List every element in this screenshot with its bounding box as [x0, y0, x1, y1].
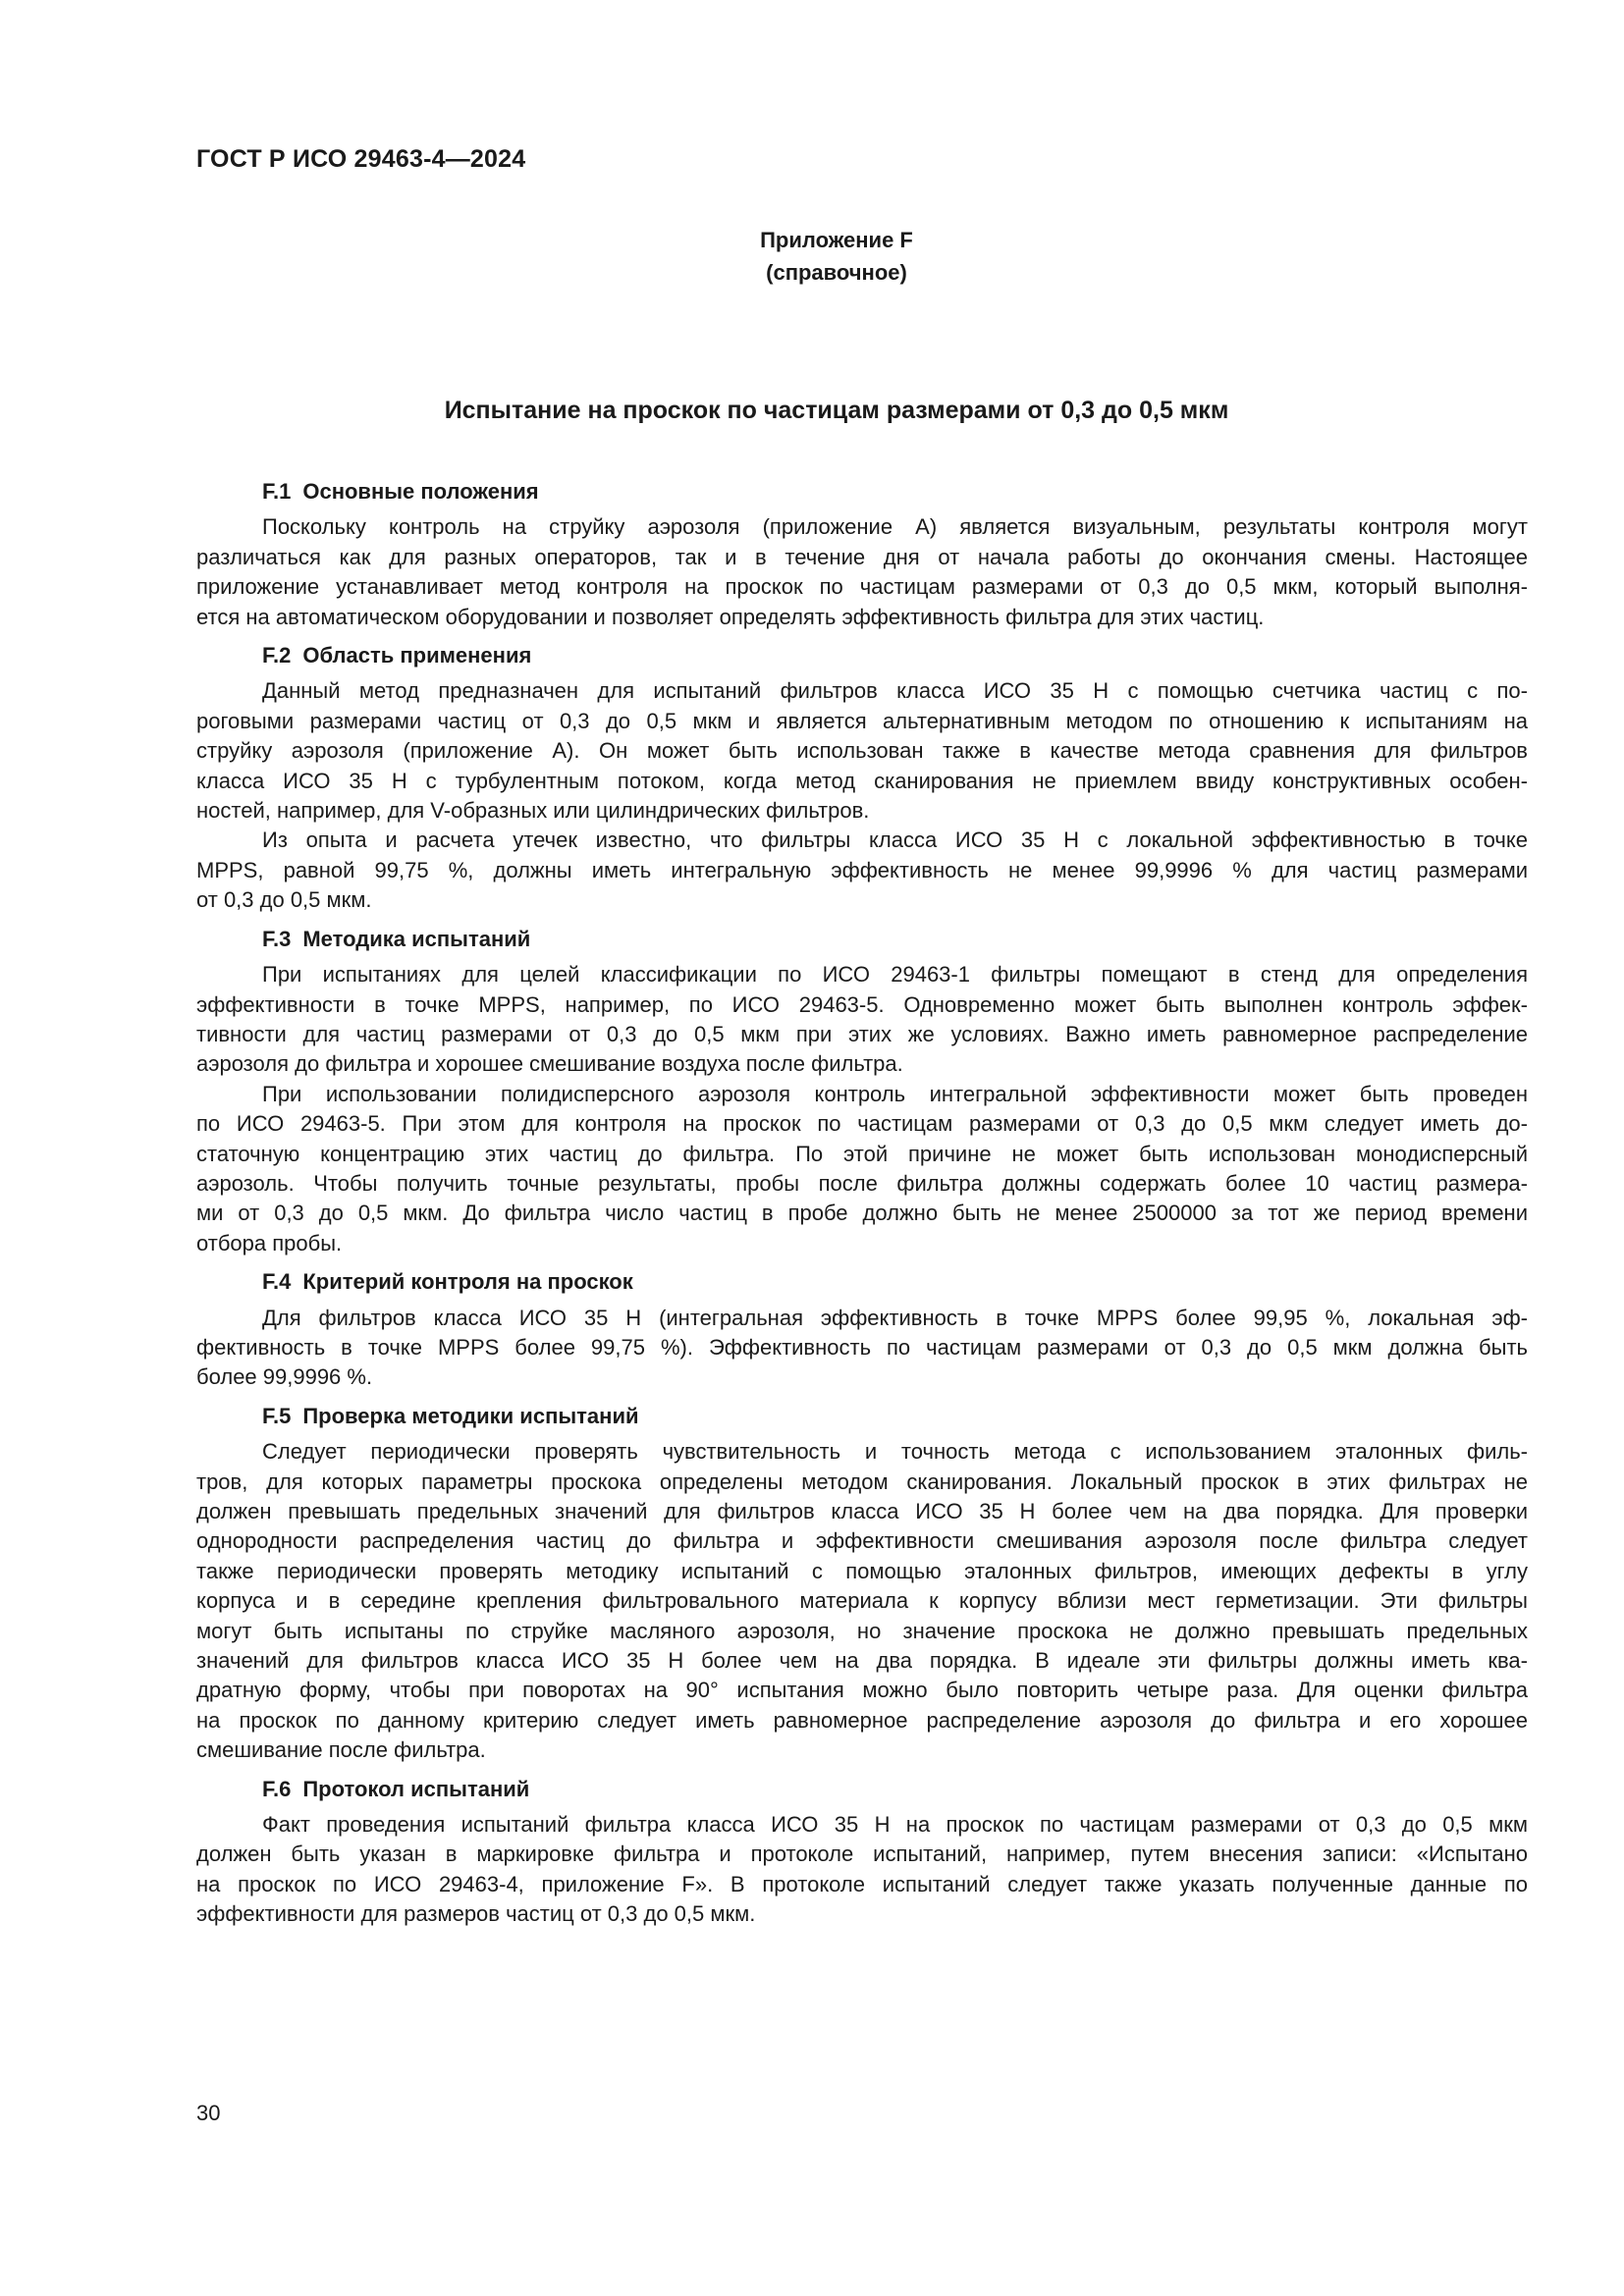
text-line: тивности для частиц размерами от 0,3 до 0,5 мкм при этих же условиях. Важно иметь равномерное распределение	[196, 1021, 1528, 1046]
section-heading	[262, 1775, 1528, 1804]
annex-label: Приложение F	[760, 228, 913, 252]
section-f-1	[196, 477, 1528, 632]
text-line: Из опыта и расчета утечек известно, что фильтры класса ИСО 35 Н с локальной эффективностью в точке	[262, 828, 1528, 853]
section-number: F.4	[262, 1269, 292, 1295]
text-line: могут быть испытаны по струйке масляного аэрозоля, но значение проскока не должно превышать предельных	[196, 1618, 1528, 1643]
section-heading-text: Область применения	[302, 643, 532, 668]
annex-heading	[0, 224, 1624, 289]
section-number: F.2	[262, 643, 292, 668]
paragraph	[196, 1810, 1528, 1930]
text-line: эффективности для размеров частиц от 0,3 до 0,5 мкм.	[196, 1901, 756, 1927]
annex-title	[0, 397, 1624, 425]
paragraph	[196, 1080, 1528, 1258]
text-line: Следует периодически проверять чувствительность и точность метода с использованием эталонных филь-	[262, 1439, 1528, 1465]
section-heading	[262, 1402, 1528, 1431]
text-line: значений для фильтров класса ИСО 35 Н более чем на два порядка. В идеале эти фильтры должны иметь ква-	[196, 1648, 1528, 1674]
section-heading-text: Методика испытаний	[302, 926, 531, 951]
paragraph	[196, 512, 1528, 632]
paragraph	[196, 1304, 1528, 1393]
text-line: ется на автоматическом оборудовании и позволяет определять эффективность фильтра для этих частиц.	[196, 604, 1265, 629]
text-line: ностей, например, для V-образных или цилиндрических фильтров.	[196, 798, 870, 824]
text-line: также периодически проверять методику испытаний с помощью эталонных фильтров, имеющих дефекты в углу	[196, 1558, 1528, 1583]
text-line: более 99,9996 %.	[196, 1364, 373, 1390]
text-line: аэрозоля до фильтра и хорошее смешивание воздуха после фильтра.	[196, 1051, 903, 1077]
text-line: дратную форму, чтобы при поворотах на 90° испытания можно было повторить четыре раза. Для оценки фильтра	[196, 1678, 1528, 1703]
annex-body	[196, 477, 1528, 1939]
paragraph	[196, 676, 1528, 826]
text-line: струйку аэрозоля (приложение А). Он может быть использован также в качестве метода сравнения для фильтров	[196, 738, 1528, 764]
text-line: Факт проведения испытаний фильтра класса ИСО 35 Н на проскок по частицам размерами от 0,3 до 0,5 мкм	[262, 1812, 1528, 1838]
annex-type: (справочное)	[766, 260, 907, 285]
text-line: корпуса и в середине крепления фильтровального материала к корпусу вблизи мест герметизации. Эти фильтры	[196, 1588, 1528, 1614]
text-line: аэрозоль. Чтобы получить точные результаты, пробы после фильтра должны содержать более 10 частиц размера-	[196, 1170, 1528, 1196]
text-line: фективность в точке MPPS более 99,75 %). Эффективность по частицам размерами от 0,3 до 0,5 мкм должна быть	[196, 1334, 1528, 1360]
document-code: ГОСТ Р ИСО 29463-4—2024	[196, 145, 526, 173]
text-line: ми от 0,3 до 0,5 мкм. До фильтра число частиц в пробе должно быть не менее 2500000 за тот же период времени	[196, 1201, 1528, 1226]
section-heading-text: Основные положения	[302, 479, 539, 504]
section-heading	[262, 925, 1528, 954]
text-line: Для фильтров класса ИСО 35 Н (интегральная эффективность в точке MPPS более 99,95 %, локальная эф-	[262, 1305, 1528, 1330]
text-line: должен превышать предельных значений для фильтров класса ИСО 35 Н более чем на два порядка. Для проверки	[196, 1499, 1528, 1523]
text-line: на проскок по данному критерию следует иметь равномерное распределение аэрозоля до фильтра и его хорошее	[196, 1707, 1528, 1733]
section-heading-text: Критерий контроля на проскок	[302, 1269, 633, 1295]
paragraph	[196, 826, 1528, 915]
text-line: различаться как для разных операторов, так и в течение дня от начала работы до окончания смены. Настоящее	[196, 544, 1528, 569]
text-line: класса ИСО 35 Н с турбулентным потоком, когда метод сканирования не приемлем ввиду конструктивных особен-	[196, 768, 1528, 793]
text-line: MPPS, равной 99,75 %, должны иметь интегральную эффективность не менее 99,9996 % для частиц размерами	[196, 857, 1528, 882]
text-line: тров, для которых параметры проскока определены методом сканирования. Локальный проскок в этих фильтрах не	[196, 1468, 1528, 1494]
section-number: F.1	[262, 479, 292, 504]
text-line: смешивание после фильтра.	[196, 1737, 486, 1763]
text-line: по ИСО 29463-5. При этом для контроля на проскок по частицам размерами от 0,3 до 0,5 мкм следует иметь до-	[196, 1111, 1528, 1137]
section-f-5	[196, 1402, 1528, 1766]
section-heading-text: Протокол испытаний	[302, 1776, 530, 1801]
text-line: однородности распределения частиц до фильтра и эффективности смешивания аэрозоля после фильтра следует	[196, 1528, 1528, 1554]
section-number: F.3	[262, 926, 292, 951]
section-heading-text: Проверка методики испытаний	[302, 1403, 639, 1428]
section-heading	[262, 1267, 1528, 1297]
section-f-4	[196, 1267, 1528, 1393]
text-line: Данный метод предназначен для испытаний фильтров класса ИСО 35 Н с помощью счетчика частиц с по-	[262, 678, 1528, 704]
text-line: При испытаниях для целей классификации по ИСО 29463-1 фильтры помещают в стенд для определения	[262, 962, 1528, 988]
section-heading	[262, 477, 1528, 507]
text-line: статочную концентрацию этих частиц до фильтра. По этой причине не может быть использован монодисперсный	[196, 1141, 1528, 1166]
section-number: F.5	[262, 1403, 292, 1428]
section-heading	[262, 641, 1528, 670]
text-line: приложение устанавливает метод контроля на проскок по частицам размерами от 0,3 до 0,5 мкм, который выполня-	[196, 574, 1528, 600]
paragraph	[196, 960, 1528, 1080]
text-line: на проскок по ИСО 29463-4, приложение F». В протоколе испытаний следует также указать полученные данные по	[196, 1871, 1528, 1896]
text-line: Поскольку контроль на струйку аэрозоля (приложение А) является визуальным, результаты контроля могут	[262, 514, 1528, 540]
text-line: отбора пробы.	[196, 1230, 343, 1255]
text-line: При использовании полидисперсного аэрозоля контроль интегральной эффективности может быть проведен	[262, 1081, 1528, 1106]
section-f-2	[196, 641, 1528, 916]
section-f-6	[196, 1775, 1528, 1930]
paragraph	[196, 1437, 1528, 1765]
text-line: должен быть указан в маркировке фильтра и протоколе испытаний, например, путем внесения записи: «Испытано	[196, 1842, 1528, 1867]
section-number: F.6	[262, 1776, 292, 1801]
section-f-3	[196, 925, 1528, 1258]
text-line: от 0,3 до 0,5 мкм.	[196, 887, 372, 913]
text-line: эффективности в точке MPPS, например, по ИСО 29463-5. Одновременно может быть выполнен контроль эффек-	[196, 991, 1528, 1017]
page-number: 30	[196, 2101, 221, 2125]
annex-title-text: Испытание на проскок по частицам размерами от 0,3 до 0,5 мкм	[444, 397, 1229, 424]
text-line: роговыми размерами частиц от 0,3 до 0,5 мкм и является альтернативным методом по отношению к испытаниям на	[196, 708, 1528, 733]
